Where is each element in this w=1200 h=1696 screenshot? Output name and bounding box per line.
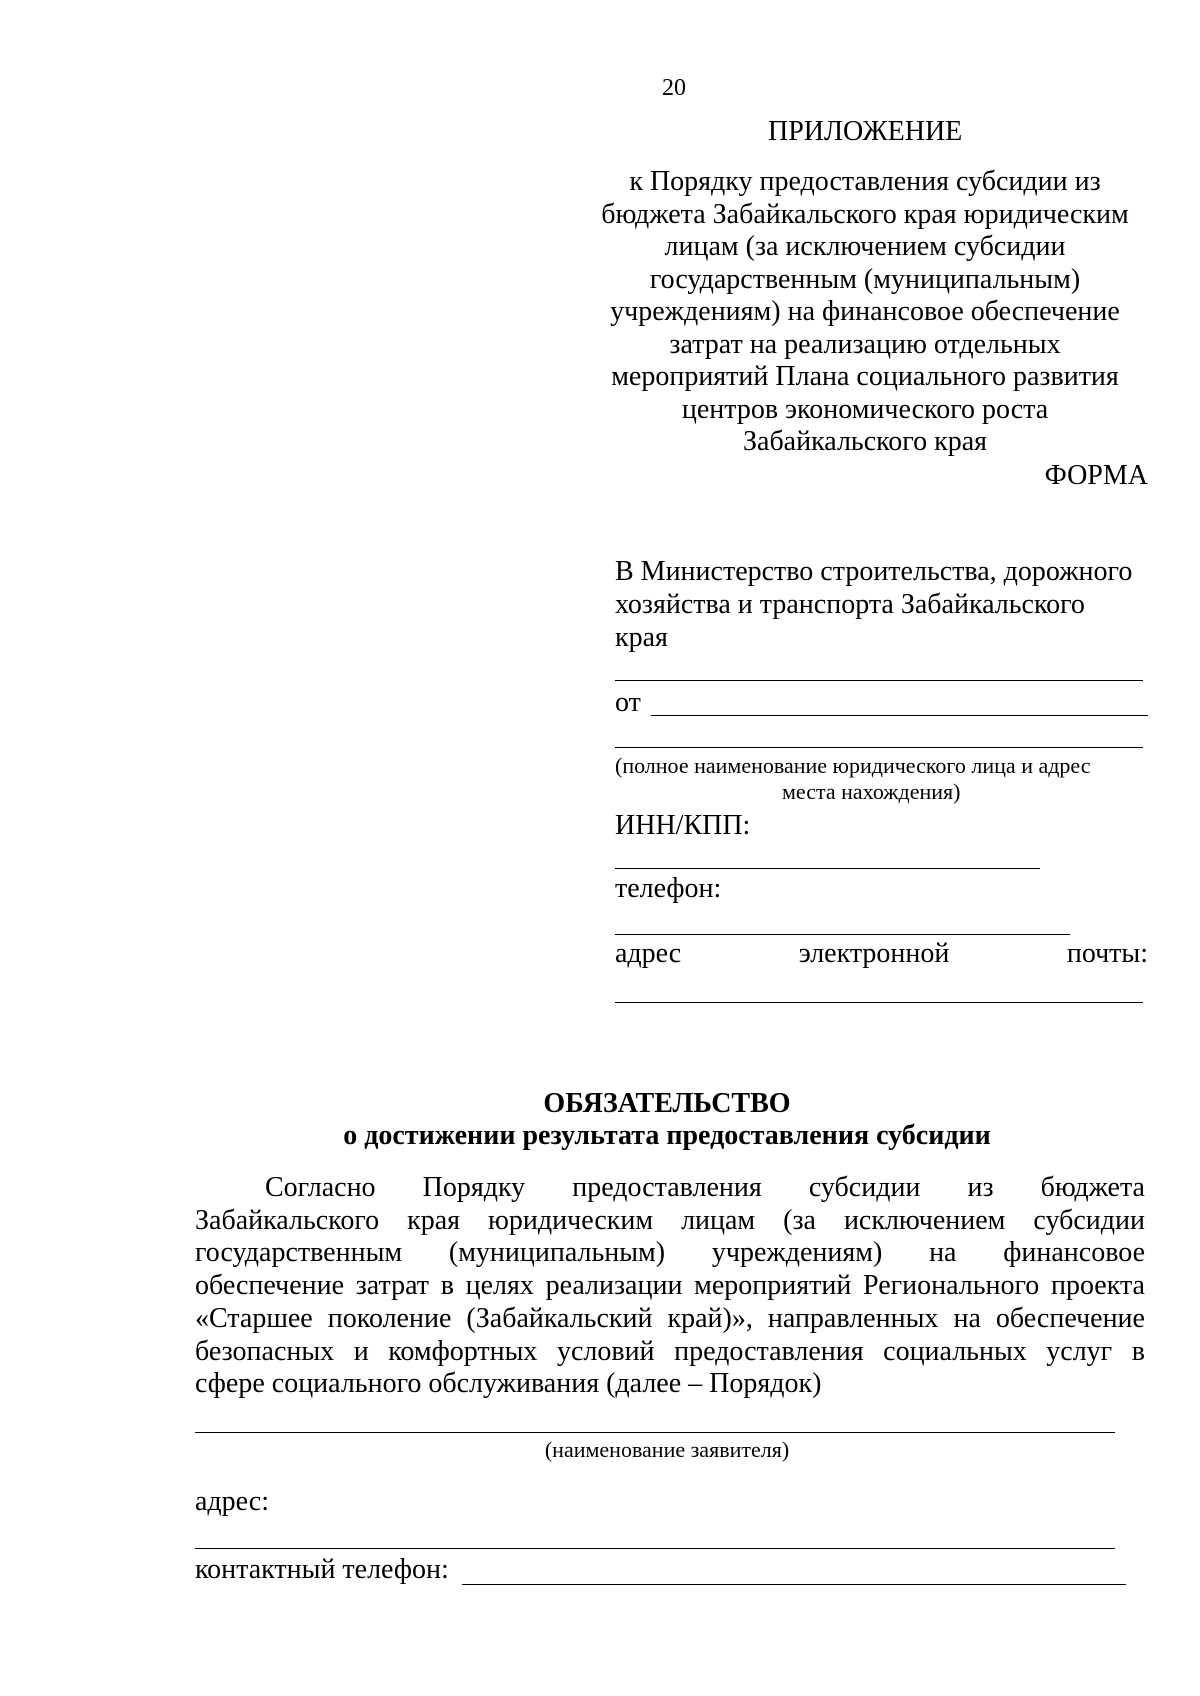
word: реализации: [545, 1270, 683, 1302]
page-number: 20: [662, 75, 686, 101]
paragraph-line: [195, 1303, 1145, 1336]
paragraph-line: [195, 1336, 1145, 1369]
word: безопасных: [195, 1335, 335, 1367]
appendix-title: ПРИЛОЖЕНИЕ: [768, 116, 963, 147]
word: на: [929, 1237, 957, 1269]
appendix-line: государственным (муниципальным): [649, 263, 1081, 295]
word: лицам: [681, 1204, 756, 1236]
word: «Старшее: [195, 1302, 313, 1334]
appendix-line: мероприятий Плана социального развития: [611, 361, 1119, 392]
from-blank-line[interactable]: [651, 715, 1148, 716]
word: на: [953, 1302, 981, 1334]
word: (муниципальным): [448, 1237, 666, 1269]
word: предоставления: [674, 1335, 864, 1367]
word: целях: [465, 1270, 534, 1302]
from-label: от: [615, 687, 641, 718]
appendix-line: затрат на реализацию отдельных: [669, 328, 1061, 360]
word: Согласно: [265, 1172, 376, 1203]
word: Порядку: [422, 1172, 526, 1203]
word: край)»,: [667, 1302, 753, 1334]
appendix-line: Забайкальского края: [742, 426, 987, 457]
word: юридическим: [488, 1204, 654, 1236]
word: в: [1131, 1335, 1145, 1367]
applicant-blank-line[interactable]: [195, 1432, 1115, 1433]
word: (Забайкальский: [466, 1302, 653, 1334]
word: обеспечение: [195, 1270, 345, 1302]
word: поколение: [327, 1302, 452, 1334]
paragraph-line: [195, 1368, 1145, 1401]
appendix-line: к Порядку предоставления субсидии из: [629, 166, 1101, 197]
word: условий: [556, 1335, 655, 1367]
word: мероприятий: [694, 1270, 852, 1302]
word: сфере социального обслуживания (далее – Порядок): [195, 1368, 822, 1400]
inn-label: ИНН/КПП:: [615, 810, 751, 841]
obligation-title: ОБЯЗАТЕЛЬСТВО: [543, 1088, 791, 1119]
word: Регионального: [863, 1270, 1040, 1302]
addressee-line: края: [615, 622, 668, 653]
email-word: почты:: [1066, 938, 1148, 969]
word: из: [967, 1172, 994, 1203]
word: учреждениям): [711, 1237, 883, 1269]
word: предоставления: [572, 1172, 762, 1203]
address-blank-line[interactable]: [195, 1548, 1115, 1549]
word: (за: [783, 1204, 816, 1236]
word: бюджета: [1040, 1172, 1145, 1203]
word: субсидии: [1033, 1204, 1145, 1236]
phone-blank-line[interactable]: [615, 934, 1070, 935]
contact-phone-label: контактный телефон:: [195, 1554, 449, 1585]
paragraph-line: [195, 1237, 1145, 1270]
obligation-subtitle: о достижении результата предоставления субсидии: [343, 1120, 991, 1151]
word: проекта: [1050, 1270, 1145, 1302]
word: Забайкальского: [195, 1204, 380, 1236]
word: в: [440, 1270, 454, 1302]
inn-blank-line[interactable]: [615, 868, 1040, 869]
appendix-line: бюджета Забайкальского края юридическим: [601, 198, 1129, 230]
phone-label: телефон:: [615, 873, 722, 904]
organization-caption-line1: (полное наименование юридического лица и адрес: [615, 753, 1091, 778]
address-label: адрес:: [195, 1486, 270, 1517]
appendix-reference: [575, 166, 1155, 459]
word: комфортных: [388, 1335, 538, 1367]
word: финансовое: [1003, 1237, 1145, 1269]
word: социальных: [883, 1335, 1027, 1367]
word: субсидии: [808, 1172, 921, 1203]
appendix-line: лицам (за исключением субсидии: [664, 231, 1066, 262]
word: и: [353, 1335, 369, 1367]
word: затрат: [355, 1270, 430, 1302]
contact-phone-blank-line[interactable]: [462, 1584, 1126, 1585]
addressee-line: В Министерство строительства, дорожного: [615, 556, 1133, 587]
email-word: адрес: [615, 938, 682, 969]
paragraph-line: [195, 1172, 1145, 1205]
paragraph-line: [195, 1270, 1145, 1303]
obligation-paragraph: [195, 1172, 1145, 1401]
word: государственным: [195, 1237, 403, 1269]
organization-blank-line[interactable]: [615, 747, 1143, 748]
organization-caption-line2: места нахождения): [782, 779, 961, 804]
form-label: ФОРМА: [1044, 460, 1148, 491]
word: направленных: [767, 1302, 939, 1334]
applicant-caption: (наименование заявителя): [544, 1437, 790, 1462]
appendix-line: центров экономического роста: [681, 393, 1049, 425]
paragraph-line: [195, 1205, 1145, 1238]
email-blank-line[interactable]: [615, 1002, 1143, 1003]
email-word: электронной: [798, 938, 950, 969]
addressee-line: хозяйства и транспорта Забайкальского: [615, 589, 1085, 620]
appendix-line: учреждениям) на финансовое обеспечение: [610, 296, 1120, 327]
word: края: [407, 1204, 461, 1236]
addressee-blank-line[interactable]: [615, 680, 1143, 681]
word: исключением: [843, 1204, 1006, 1236]
word: обеспечение: [995, 1302, 1145, 1334]
email-label: [615, 938, 1148, 970]
word: услуг: [1046, 1335, 1113, 1367]
